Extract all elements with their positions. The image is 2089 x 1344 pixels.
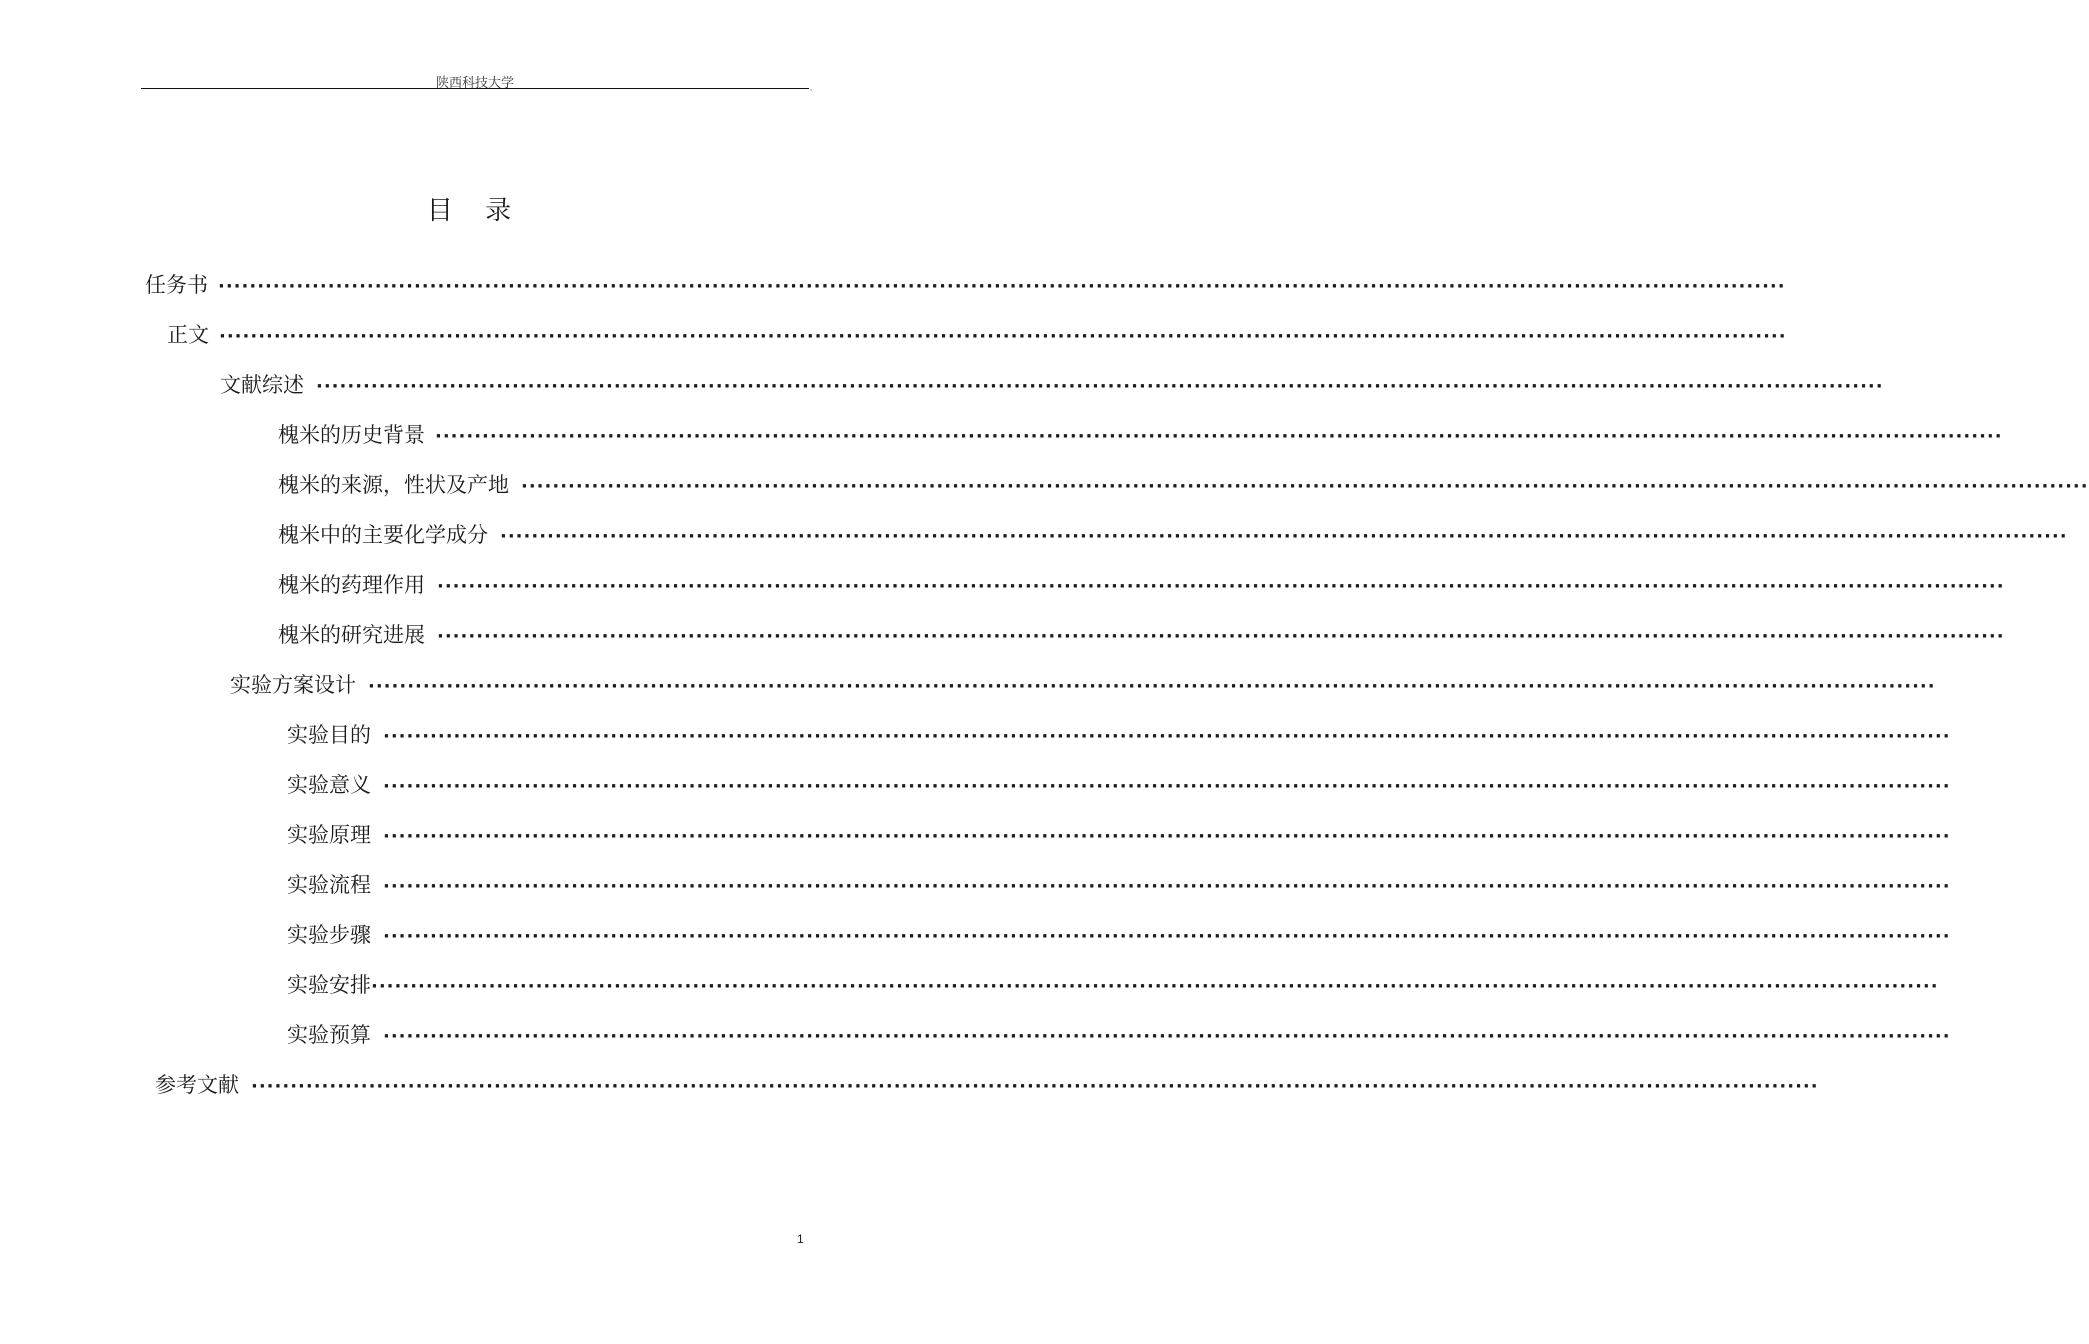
toc-dot-leader: ········································································································································································································: [219, 326, 1787, 347]
toc-entry-label: 实验步骤: [287, 923, 371, 947]
toc-entry-label: 实验流程: [287, 873, 371, 897]
toc-entry-principle[interactable]: [287, 820, 1951, 850]
toc-entry-label: 实验目的: [287, 723, 371, 747]
toc-dot-leader: ········································································································································································································: [383, 1026, 1951, 1047]
toc-entry-label: 参考文献: [155, 1073, 239, 1097]
toc-entry-literature-review[interactable]: [220, 370, 1884, 400]
toc-dot-leader: ········································································································································································································: [500, 526, 2068, 547]
toc-title: 目 录: [426, 196, 524, 226]
toc-dot-leader: ········································································································································································································: [383, 926, 1951, 947]
toc-dot-leader: ········································································································································································································: [383, 876, 1951, 897]
toc-entry-origin[interactable]: [278, 470, 2089, 500]
toc-entry-label: 任务书: [145, 273, 208, 297]
toc-dot-leader: ········································································································································································································: [383, 776, 1951, 797]
toc-entry-label: 实验意义: [287, 773, 371, 797]
toc-entry-label: 槐米的药理作用: [278, 573, 425, 597]
toc-entry-chemistry[interactable]: [278, 520, 2068, 550]
toc-dot-leader: ········································································································································································································: [437, 626, 2005, 647]
paragraph-mark: ˌ: [810, 83, 813, 92]
toc-entry-label: 实验安排: [287, 973, 371, 997]
toc-dot-leader: ········································································································································································································: [521, 476, 2089, 497]
toc-dot-leader: ········································································································································································································: [218, 276, 1786, 297]
toc-dot-leader: ········································································································································································································: [435, 426, 2003, 447]
toc-entry-label: 文献综述: [220, 373, 304, 397]
toc-dot-leader: ········································································································································································································: [437, 576, 2005, 597]
toc-entry-research[interactable]: [278, 620, 2005, 650]
toc-entry-label: 正文: [167, 323, 209, 347]
toc-entry-main-text[interactable]: [167, 320, 1787, 350]
toc-dot-leader: ········································································································································································································: [368, 676, 1936, 697]
toc-entry-label: 槐米的来源，性状及产地: [278, 473, 509, 497]
toc-entry-procedure[interactable]: [287, 920, 1951, 950]
toc-entry-purpose[interactable]: [287, 720, 1951, 750]
toc-dot-leader: ········································································································································································································: [316, 376, 1884, 397]
toc-entry-history[interactable]: [278, 420, 2003, 450]
toc-dot-leader: ········································································································································································································: [371, 976, 1939, 997]
toc-entry-task-book[interactable]: [145, 270, 1786, 300]
toc-entry-significance[interactable]: [287, 770, 1951, 800]
toc-entry-schedule[interactable]: [287, 970, 1939, 1000]
toc-entry-pharmacology[interactable]: [278, 570, 2005, 600]
toc-entry-label: 槐米的研究进展: [278, 623, 425, 647]
toc-dot-leader: ········································································································································································································: [383, 826, 1951, 847]
toc-entry-budget[interactable]: [287, 1020, 1951, 1050]
toc-entry-workflow[interactable]: [287, 870, 1951, 900]
toc-entry-label: 实验方案设计: [230, 673, 356, 697]
toc-dot-leader: ········································································································································································································: [251, 1076, 1819, 1097]
toc-entry-label: 实验预算: [287, 1023, 371, 1047]
toc-entry-label: 槐米中的主要化学成分: [278, 523, 488, 547]
toc-entry-label: 实验原理: [287, 823, 371, 847]
toc-dot-leader: ········································································································································································································: [383, 726, 1951, 747]
toc-entry-label: 槐米的历史背景: [278, 423, 425, 447]
header-divider: [141, 88, 809, 89]
running-header: 陕西科技大学: [435, 76, 514, 91]
page-number: 1: [797, 1232, 804, 1246]
toc-entry-design[interactable]: [230, 670, 1936, 700]
toc-entry-references[interactable]: [155, 1070, 1819, 1100]
